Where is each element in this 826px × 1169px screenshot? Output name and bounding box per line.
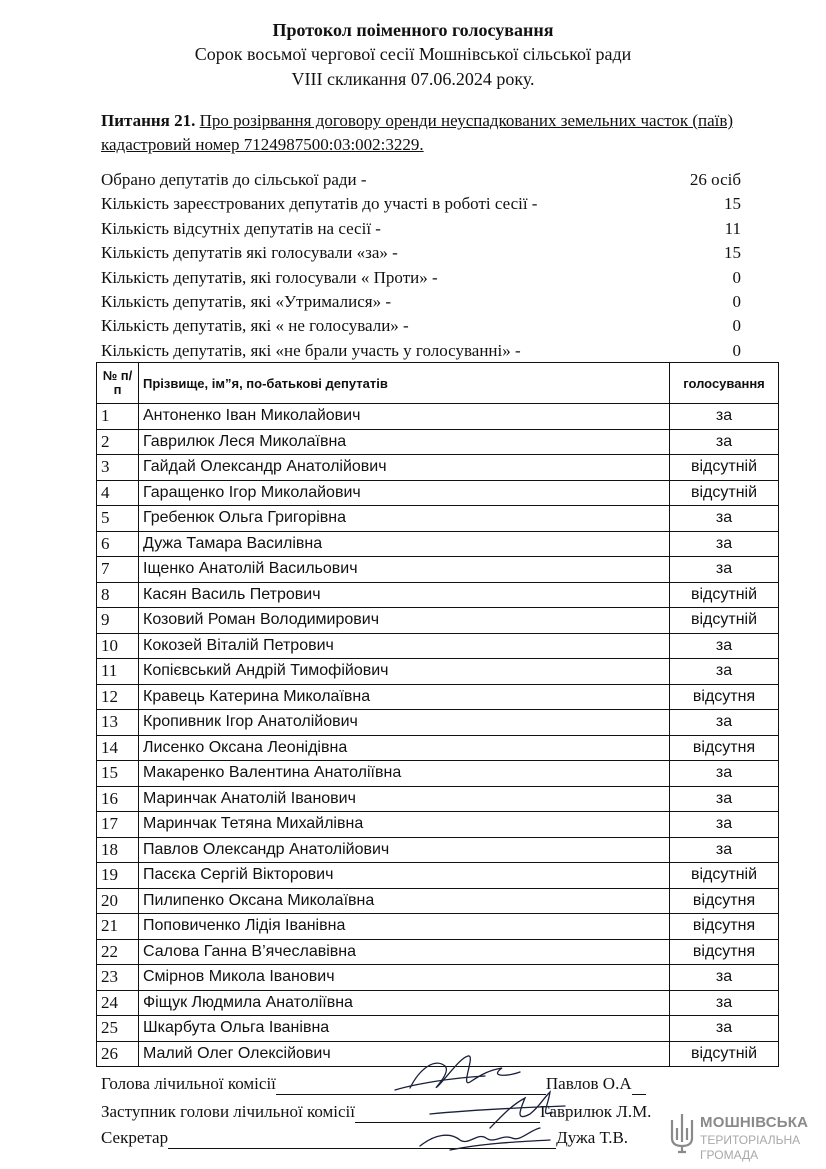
watermark-title: МОШНІВСЬКА (700, 1114, 809, 1131)
deputy-name: Смірнов Микола Іванович (139, 965, 670, 991)
vote-result: за (670, 837, 779, 863)
table-row (97, 812, 779, 838)
row-number: 8 (97, 582, 139, 608)
deputy-name: Макаренко Валентина Анатоліївна (139, 761, 670, 787)
stat-value: 11 (724, 218, 741, 238)
vote-result: відсутня (670, 914, 779, 940)
row-number: 19 (97, 863, 139, 889)
stat-label: Кількість депутатів, які «Утрималися» - (101, 291, 391, 311)
table-row (97, 557, 779, 583)
deputy-name: Гребенюк Ольга Григорівна (139, 506, 670, 532)
table-row (97, 761, 779, 787)
table-row (97, 888, 779, 914)
stat-label: Кількість відсутніх депутатів на сесії - (101, 218, 381, 238)
stat-row (101, 290, 781, 314)
stat-label: Кількість зареєстрованих депутатів до участі в роботі сесії - (101, 194, 538, 214)
stat-value: 26 осіб (689, 170, 741, 189)
table-row (97, 404, 779, 430)
deputy-name: Маринчак Тетяна Михайлівна (139, 812, 670, 838)
stat-row (101, 266, 781, 290)
vote-result: відсутній (670, 863, 779, 889)
table-row (97, 914, 779, 940)
table-row (97, 965, 779, 991)
question-label: Питання 21. (101, 111, 196, 130)
deputy-name: Павлов Олександр Анатолійович (139, 837, 670, 863)
stat-label: Кількість депутатів які голосували «за» - (101, 243, 398, 263)
deputy-name: Кропивник Ігор Анатолійович (139, 710, 670, 736)
deputy-name: Копієвський Андрій Тимофійович (139, 659, 670, 685)
row-number: 15 (97, 761, 139, 787)
row-number: 14 (97, 735, 139, 761)
deputy-name: Кокозей Віталій Петрович (139, 633, 670, 659)
stat-label: Кількість депутатів, які « не голосували» - (101, 316, 409, 336)
table-row (97, 582, 779, 608)
row-number: 26 (97, 1041, 139, 1067)
table-body (97, 404, 779, 1067)
table-row (97, 939, 779, 965)
deputy-name: Антоненко Іван Миколайович (139, 404, 670, 430)
row-number: 1 (97, 404, 139, 430)
watermark-subtitle: ГРОМАДА (700, 1148, 759, 1162)
vote-result: за (670, 812, 779, 838)
deputy-name: Гаращенко Ігор Миколайович (139, 480, 670, 506)
vote-result: за (670, 531, 779, 557)
table-row (97, 735, 779, 761)
table-row (97, 990, 779, 1016)
table-row (97, 480, 779, 506)
table-row (97, 659, 779, 685)
stat-value: 15 (724, 194, 741, 214)
stat-row (101, 217, 781, 241)
row-number: 18 (97, 837, 139, 863)
deputy-name: Поповиченко Лідія Іванівна (139, 914, 670, 940)
question-block (101, 109, 801, 157)
table-row (97, 429, 779, 455)
vote-result: за (670, 429, 779, 455)
stat-value: 0 (732, 291, 741, 311)
stat-value: 0 (732, 340, 741, 360)
deputy-signature-line (430, 1106, 565, 1114)
vote-result: відсутній (670, 582, 779, 608)
vote-result: відсутня (670, 735, 779, 761)
row-number: 2 (97, 429, 139, 455)
secretary-signature (420, 1128, 540, 1146)
stat-label: Обрано депутатів до сільської ради - (101, 170, 367, 189)
stat-row (101, 241, 781, 265)
deputy-name: Салова Ганна В’ячеславівна (139, 939, 670, 965)
table-row (97, 506, 779, 532)
vote-result: за (670, 404, 779, 430)
chair-name: Павлов О.А (545, 1074, 632, 1093)
vote-result: за (670, 506, 779, 532)
deputy-name: Шкарбута Ольга Іванівна (139, 1016, 670, 1042)
vote-result: за (670, 710, 779, 736)
watermark-subtitle: ТЕРИТОРІАЛЬНА (700, 1133, 801, 1147)
row-number: 12 (97, 684, 139, 710)
vote-result: за (670, 761, 779, 787)
stat-label: Кількість депутатів, які голосували « Проти» - (101, 267, 438, 287)
table-row (97, 531, 779, 557)
deputy-name: Козовий Роман Володимирович (139, 608, 670, 634)
table-row (97, 786, 779, 812)
deputy-name: Дужа Тамара Василівна (139, 531, 670, 557)
deputy-name: Фіщук Людмила Анатоліївна (139, 990, 670, 1016)
deputy-name: Касян Василь Петрович (139, 582, 670, 608)
stat-value: 15 (724, 243, 741, 263)
row-number: 9 (97, 608, 139, 634)
deputy-name: Гаврилюк Леся Миколаївна (139, 429, 670, 455)
document-subtitle: Сорок восьмої чергової сесії Мошнівської сільської ради (194, 44, 632, 64)
roll-call-table (96, 362, 779, 1067)
row-number: 21 (97, 914, 139, 940)
column-header-vote: голосування (670, 363, 779, 404)
row-number: 10 (97, 633, 139, 659)
deputy-name: Гаврилюк Л.М. (540, 1102, 652, 1121)
table-header-row (97, 363, 779, 404)
row-number: 23 (97, 965, 139, 991)
vote-result: за (670, 786, 779, 812)
table-row (97, 633, 779, 659)
row-number: 13 (97, 710, 139, 736)
session-line: VIII скликання 07.06.2024 року. (291, 69, 535, 89)
question-text: Про розірвання договору оренди неуспадкованих земельних часток (паїв) кадастровий номер 7124987500:03:002:3229. (101, 111, 734, 154)
row-number: 7 (97, 557, 139, 583)
row-number: 16 (97, 786, 139, 812)
vote-result: за (670, 990, 779, 1016)
vote-result: відсутній (670, 480, 779, 506)
document-title: Протокол поіменного голосування (272, 20, 554, 40)
deputy-name: Іщенко Анатолій Васильович (139, 557, 670, 583)
stat-label: Кількість депутатів, які «не брали участь у голосуванні» - (101, 340, 521, 360)
vote-result: відсутня (670, 684, 779, 710)
vote-result: за (670, 1016, 779, 1042)
row-number: 24 (97, 990, 139, 1016)
vote-result: відсутня (670, 939, 779, 965)
row-number: 20 (97, 888, 139, 914)
vote-result: відсутній (670, 455, 779, 481)
deputy-name: Лисенко Оксана Леонідівна (139, 735, 670, 761)
stat-value: 0 (732, 267, 741, 287)
deputy-name: Малий Олег Олексійович (139, 1041, 670, 1067)
deputy-signature (490, 1092, 552, 1128)
trident-icon (668, 1112, 696, 1154)
vote-result: за (670, 659, 779, 685)
table-row (97, 837, 779, 863)
community-watermark (668, 1112, 818, 1164)
secretary-name: Дужа Т.В. (556, 1128, 629, 1147)
table-row (97, 608, 779, 634)
row-number: 4 (97, 480, 139, 506)
row-number: 6 (97, 531, 139, 557)
deputy-name: Гайдай Олександр Анатолійович (139, 455, 670, 481)
stat-row (101, 339, 781, 363)
vote-result: відсутня (670, 888, 779, 914)
deputy-name: Маринчак Анатолій Іванович (139, 786, 670, 812)
table-row (97, 1016, 779, 1042)
vote-result: за (670, 965, 779, 991)
chair-role: Голова лічильної комісії (101, 1074, 276, 1093)
table-row (97, 455, 779, 481)
row-number: 17 (97, 812, 139, 838)
stat-row (101, 168, 781, 192)
table-row (97, 863, 779, 889)
handwritten-signatures (390, 1048, 580, 1158)
signature-line (632, 1074, 646, 1095)
stat-row (101, 192, 781, 216)
vote-result: відсутній (670, 608, 779, 634)
vote-result: відсутній (670, 1041, 779, 1067)
row-number: 3 (97, 455, 139, 481)
stat-value: 0 (732, 316, 741, 336)
stat-row (101, 314, 781, 338)
row-number: 25 (97, 1016, 139, 1042)
deputy-name: Кравець Катерина Миколаївна (139, 684, 670, 710)
vote-result: за (670, 633, 779, 659)
row-number: 11 (97, 659, 139, 685)
table-row (97, 684, 779, 710)
deputy-role: Заступник голови лічильної комісії (101, 1102, 356, 1121)
column-header-name: Прізвище, ім”я, по-батькові депутатів (139, 363, 670, 404)
deputy-name: Пасєка Сергій Вікторович (139, 863, 670, 889)
row-number: 22 (97, 939, 139, 965)
vote-result: за (670, 557, 779, 583)
column-header-number: № п/п (97, 363, 139, 404)
table-row (97, 710, 779, 736)
vote-statistics (101, 168, 781, 363)
deputy-name: Пилипенко Оксана Миколаївна (139, 888, 670, 914)
row-number: 5 (97, 506, 139, 532)
secretary-role: Секретар (101, 1128, 169, 1147)
